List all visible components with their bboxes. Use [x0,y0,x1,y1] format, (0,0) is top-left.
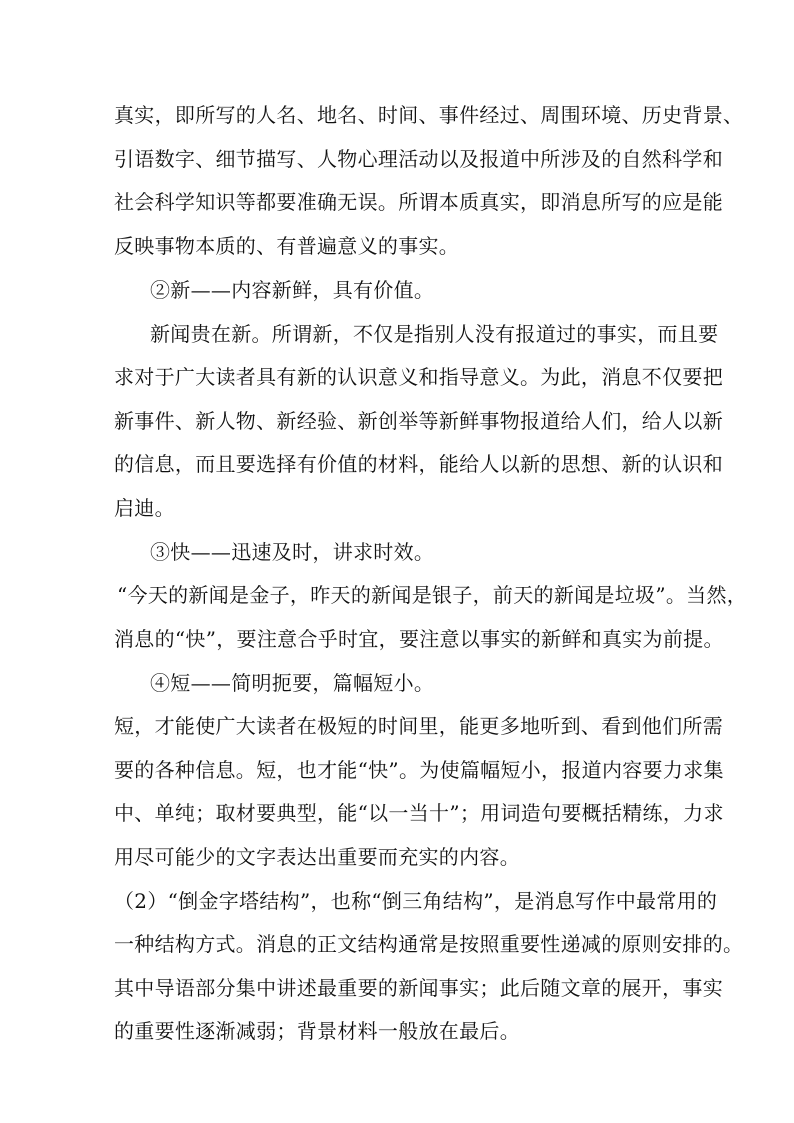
paragraph-line: “今天的新闻是金子，昨天的新闻是银子，前天的新闻是垃圾”。当然， [117,583,748,607]
paragraph-line: 真实，即所写的人名、地名、时间、事件经过、周围环境、历史背景、 [114,103,744,127]
paragraph-line: 启迪。 [114,496,175,520]
paragraph-line: 的信息，而且要选择有价值的材料，能给人以新的思想、新的认识和 [114,452,723,476]
paragraph-line: 新闻贵在新。所谓新，不仅是指别人没有报道过的事实，而且要 [150,322,719,346]
paragraph-line: 用尽可能少的文字表达出重要而充实的内容。 [114,845,520,869]
paragraph-line: 的重要性逐渐减弱；背景材料一般放在最后。 [114,1019,520,1043]
section-heading: （2）“倒金字塔结构”，也称“倒三角结构”，是消息写作中最常用的 [114,889,718,913]
paragraph-line: 中、单纯；取材要典型，能“以一当十”；用词造句要概括精练，力求 [114,801,724,825]
paragraph-line: 新事件、新人物、新经验、新创举等新鲜事物报道给人们，给人以新 [114,409,723,433]
section-heading: ④短——简明扼要，篇幅短小。 [150,671,435,695]
paragraph-line: 反映事物本质的、有普遍意义的事实。 [114,234,460,258]
paragraph-line: 引语数字、细节描写、人物心理活动以及报道中所涉及的自然科学和 [114,147,723,171]
paragraph-line: 一种结构方式。消息的正文结构通常是按照重要性递减的原则安排的。 [114,932,744,956]
paragraph-line: 其中导语部分集中讲述最重要的新闻事实；此后随文章的展开，事实 [114,976,723,1000]
paragraph-line: 短，才能使广大读者在极短的时间里，能更多地听到、看到他们所需 [114,714,723,738]
paragraph-line: 消息的“快”，要注意合乎时宜，要注意以事实的新鲜和真实为前提。 [114,627,724,651]
paragraph-line: 社会科学知识等都要准确无误。所谓本质真实，即消息所写的应是能 [114,190,723,214]
section-heading: ③快——迅速及时，讲求时效。 [150,540,435,564]
paragraph-line: 求对于广大读者具有新的认识意义和指导意义。为此，消息不仅要把 [114,365,723,389]
paragraph-line: 要的各种信息。短，也才能“快”。为使篇幅短小，报道内容要力求集 [114,758,724,782]
section-heading: ②新——内容新鲜，具有价值。 [150,278,435,302]
